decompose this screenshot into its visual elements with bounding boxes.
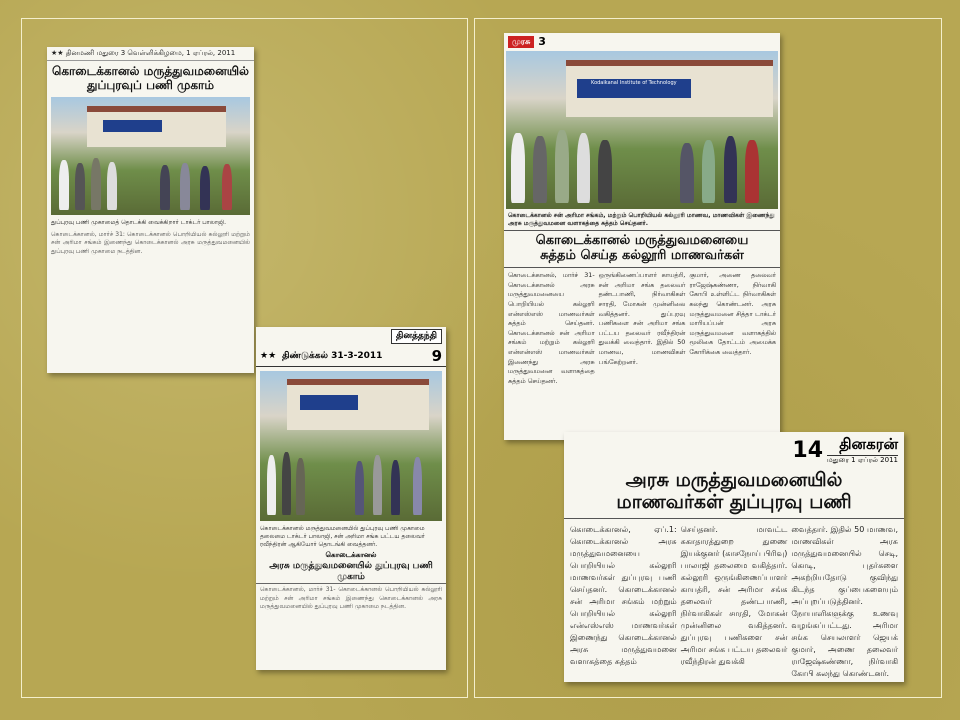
headline: கொடைக்கானல் மருத்துவமனையை சுத்தம் செய்த கல்லூரி மாணவர்கள் <box>504 230 780 268</box>
masthead-row <box>256 327 446 346</box>
person-shape <box>222 164 232 210</box>
person-shape <box>282 452 291 515</box>
clipping-dinakaran <box>564 432 904 682</box>
page-number: 14 <box>792 437 824 463</box>
photo-caption: கொடைக்கானல் மருத்துவமனையில் துப்புரவு பணி முகாமை தலைமை டாக்டர் பாலாஜி, சன் அரிமா சங்க பட்டய தலைவர் ரவீந்திரன் ஆகியோர் தொடங்கி வைத்தனர். <box>260 525 425 549</box>
person-shape <box>200 166 210 210</box>
headline: அரசு மருத்துவமனையில் துப்புரவு பணி முகாம் <box>256 560 446 584</box>
person-shape <box>680 143 694 203</box>
kicker: கொடைக்கானல் <box>325 551 377 560</box>
masthead-row <box>504 33 780 50</box>
article-column-3: குமார், அணை தலைவர் ராஜேஷ்கண்ணா, நிர்வாகி கோபி உள்ளிட்ட நிர்வாகிகள் கலந்து கொண்டனர். அரசு மருத்துவமனை சித்தா டாக்டர் மாரியப்பன் அரசு மருத்துவமனை வளாகத்தில் மூலிகை தோட்டம் அமைக்க கோரிக்கை வைத்தார். <box>689 271 777 356</box>
person-shape <box>180 163 190 210</box>
person-shape <box>75 163 85 210</box>
news-photo <box>506 51 778 209</box>
person-shape <box>296 458 305 515</box>
person-shape <box>577 133 591 203</box>
person-shape <box>598 140 612 203</box>
person-shape <box>267 455 276 515</box>
person-shape <box>373 455 382 515</box>
news-photo <box>51 97 250 215</box>
person-shape <box>702 140 716 203</box>
article-columns <box>564 519 904 682</box>
clipping-murasu <box>504 33 780 440</box>
edition: திண்டுக்கல் 31-3-2011 <box>282 350 383 361</box>
stars: ★★ <box>260 351 277 361</box>
person-shape <box>160 165 170 210</box>
photo-banner: Kodaikanal Institute of Technology <box>577 79 691 98</box>
article-columns <box>504 268 780 389</box>
person-shape <box>511 133 525 203</box>
article-column-3: வைத்தார். இதில் 50 மாணவ, மாணவிகள் அரசு மருத்துவமனையில் செடி, கொடி, புதர்களை அகற்றியதோடு குவிந்து கிடந்த குப்பைகளையும் அப்புறப்படுத்தினர். நோயாளிகளுக்கு உணவு வழங்கப்பட்டது. அரிமா சங்க செயலாளர் ஜெயக் குமார், அணை தலைவர் ராஜேஷ்கண்ணா, நிர்வாகி கோபி கலந்து கொண்டனர். <box>791 524 899 678</box>
masthead-brand: முரசு <box>508 36 534 48</box>
person-shape <box>555 130 569 203</box>
photo-caption: கொடைக்கானல் சன் அரிமா சங்கம், மற்றும் பொறியியல் கல்லூரி மாணவ, மாணவிகள் இணைந்து அரசு மருத்துவமனை வளாகத்தை சுத்தம் செய்தனர். <box>508 212 775 228</box>
person-shape <box>107 162 117 210</box>
headline: கொடைக்கானல் மருத்துவமனையில் துப்புரவுப் பணி முகாம் <box>52 64 249 92</box>
article-column-1: கொடைக்கானல், மார்ச் 31- கொடைக்கானல் அரசு மருத்துவமனையை பொறியியல் கல்லூரி என்எஸ்எஸ் மாணவர்கள் சுத்தம் செய்தனர். கொடைக்கானல் சன் அரிமா சங்கம் மற்றும் கல்லூரி என்என்எஸ் மாணவர்கள் இணைந்து அரசு மருத்துவமனை வளாகத்தை சுத்தம் செய்தனர். <box>508 271 595 385</box>
person-shape <box>59 160 69 210</box>
person-shape <box>724 136 738 202</box>
headline: அரசு மருத்துவமனையில் மாணவர்கள் துப்புரவு பணி <box>564 465 904 519</box>
photo-banner <box>103 120 163 132</box>
photo-banner <box>300 395 358 410</box>
person-shape <box>413 457 422 516</box>
photo-caption: துப்புரவு பணி முகாமைத் தொடக்கி வைக்கிறார் டாக்டர் பாலாஜி. <box>51 218 227 226</box>
clipping-dinamani <box>47 47 254 373</box>
edition-row <box>256 346 446 367</box>
clipping-dailythanthi <box>256 327 446 670</box>
masthead-row <box>564 432 904 465</box>
person-shape <box>533 136 547 202</box>
masthead-brand: தினத்தந்தி <box>391 329 442 344</box>
edition: மதுரை 1 ஏப்ரல் 2011 <box>827 456 898 464</box>
person-shape <box>91 158 101 210</box>
person-shape <box>391 460 400 516</box>
article-column-2: ஒருங்கிணைப்பாளர் காயத்ரி, சன் அரிமா சங்க தலைவர் தண்டபாணி, நிர்வாகிகள் சாரதி, மோகன் முன்னிலை வகித்தனர். துப்புரவு பணிகளை சன் அரிமா சங்க பட்டய தலைவர் ரவீந்திரன் துவக்கி வைத்தார். இதில் 50 மாணவ, மாணவிகள் பங்கேற்றனர். <box>598 271 686 366</box>
person-shape <box>355 461 364 515</box>
masthead: ★★ தினமணி மதுரை 3 வெள்ளிக்கிழமை, 1 ஏப்ரல், 2011 <box>47 47 254 61</box>
page-number: 9 <box>431 347 442 365</box>
article-body: கொடைக்கானல், மார்ச் 31: கொடைக்கானல் பொறியியல் கல்லூரி மற்றும் சன் அரிமா சங்கம் இணைந்து கொடைக்கானல் அரசு மருத்துவமனையில் துப்புரவு பணி முகாமை நடத்தின. <box>51 230 250 256</box>
article-column-1: கொடைக்கானல், ஏப்.1: கொடைக்கானல் அரசு மருத்துவமனையை பொறியியல் கல்லூரி மாணவர்கள் துப்புரவு பணி செய்தனர். கொடைக்கானல் சன் அரிமா சங்கம் மற்றும் பொறியியல் கல்லூரி என்எஸ்எஸ் மாணவர்கள் இணைந்து கொடைக்கானல் அரசு மருத்துவமனை வளாகத்தை சுத்தம் <box>570 524 677 666</box>
news-photo <box>260 371 442 521</box>
page-number: 3 <box>538 35 546 48</box>
masthead-block <box>827 435 898 465</box>
person-shape <box>745 140 759 203</box>
article-body: கொடைக்கானல், மார்ச் 31- கொடைக்கானல் பொறியியல் கல்லூரி மற்றும் சன் அரிமா சங்கம் இணைந்து கொடைக்கானல் அரசு மருத்துவமனையில் துப்புரவு பணி முகாமை நடத்தின. <box>260 585 442 611</box>
masthead-brand: தினகரன் <box>827 435 898 456</box>
article-column-2: செய்தனர். மாவட்ட சுகாதாரத்துறை துணை இயக்குனர் (காசநோய் பிரிவு) பாலாஜி தலைமை வகித்தார். கல்லூரி ஒருங்கிணைப்பாளர் காயத்ரி, சன் அரிமா சங்க தலைவர் தண்டபாணி, நிர்வாகிகள் சாரதி, மோகன் முன்னிலை வகித்தனர். துப்புரவு பணிகளை சன் அரிமா சங்க பட்டய தலைவர் ரவீந்திரன் துவக்கி <box>680 524 788 666</box>
